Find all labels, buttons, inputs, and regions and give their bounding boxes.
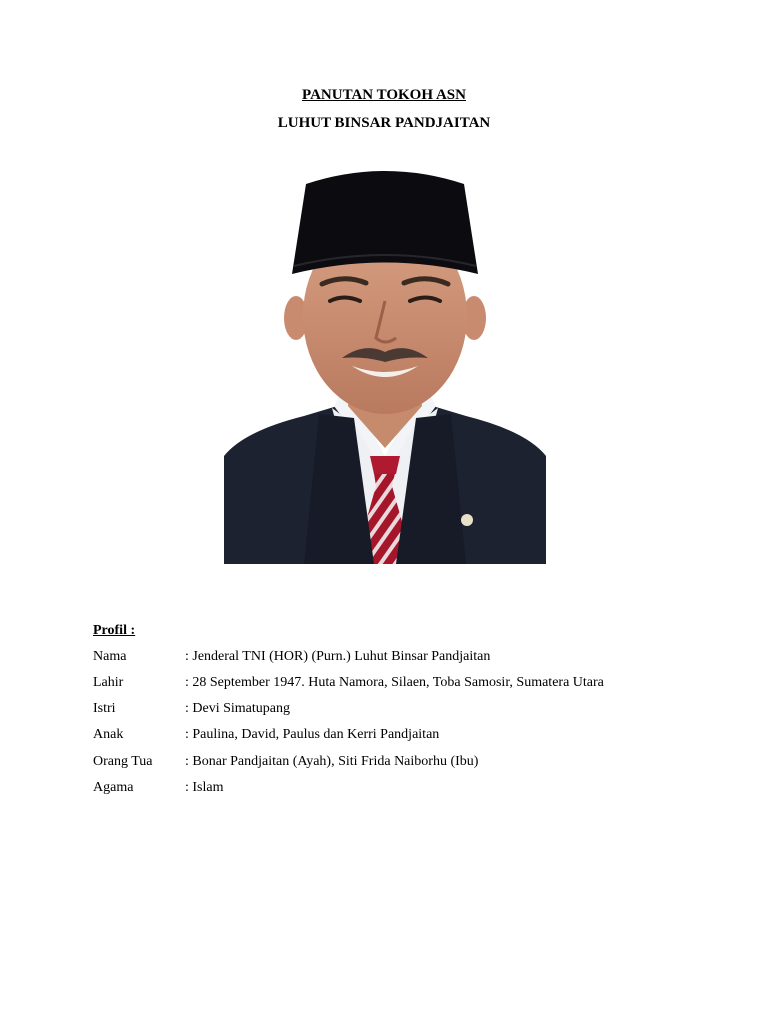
profile-label: Agama: [93, 780, 134, 795]
profile-value: : Islam: [185, 780, 224, 795]
profile-value: : Jenderal TNI (HOR) (Purn.) Luhut Binsar Pandjaitan: [185, 649, 491, 664]
portrait-photo: [224, 156, 546, 564]
document-subtitle: LUHUT BINSAR PANDJAITAN: [277, 115, 491, 131]
profile-label: Nama: [93, 649, 127, 664]
profile-label: Istri: [93, 701, 116, 716]
portrait-photo-icon: [224, 156, 546, 564]
profile-value: : Devi Simatupang: [185, 701, 290, 716]
profile-label: Lahir: [93, 675, 124, 690]
profile-value: : Bonar Pandjaitan (Ayah), Siti Frida Naiborhu (Ibu): [185, 754, 479, 769]
profile-heading: Profil :: [93, 623, 136, 638]
profile-value: : Paulina, David, Paulus dan Kerri Pandjaitan: [185, 727, 440, 742]
document-title: PANUTAN TOKOH ASN: [302, 87, 466, 103]
profile-label: Anak: [93, 727, 124, 742]
profile-label: Orang Tua: [93, 754, 153, 769]
profile-value: : 28 September 1947. Huta Namora, Silaen, Toba Samosir, Sumatera Utara: [185, 675, 604, 690]
